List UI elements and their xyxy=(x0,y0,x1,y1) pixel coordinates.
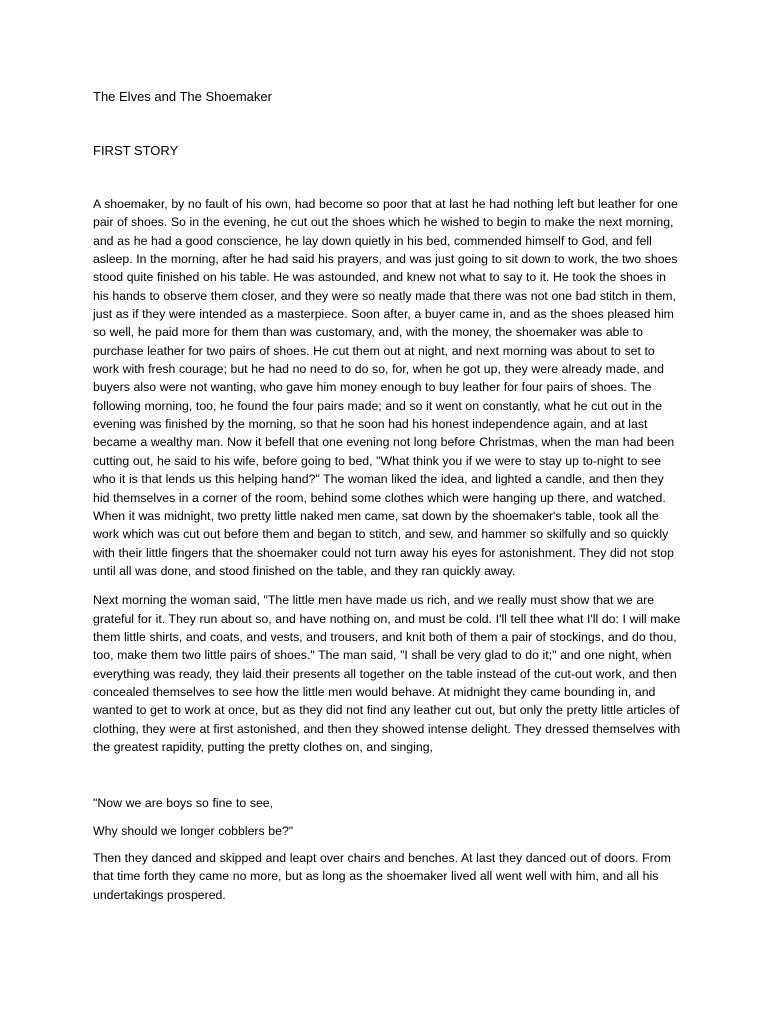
verse-line: "Now we are boys so fine to see, xyxy=(93,796,274,811)
verse-line: Why should we longer cobblers be?" xyxy=(93,823,294,838)
paragraph: Next morning the woman said, "The little men have made us rich, and we really must show that we are grateful for it. They run about so, and have nothing on, and must be cold. I'll tell thee what I'll do: I will make them little shirts, and coats, and vests, and trousers, and knit both of them a pair of stockings, and do thou, too, make them two little pairs of shoes." The man said, "I shall be very glad to do it;" and one night, when everything was ready, they laid their presents all together on the table instead of the cut-out work, and then concealed themselves to see how the little men would behave. At midnight they came bounding in, and wanted to get to work at once, but as they did not find any leather cut out, but only the pretty little articles of clothing, they were at first astonished, and then they showed intense delight. They dressed themselves with the greatest rapidity, putting the pretty clothes on, and singing, xyxy=(93,593,681,754)
closing-paragraph: Then they danced and skipped and leapt over chairs and benches. At last they danced out of doors. From that time forth they came no more, but as long as the shoemaker lived all went well with him, and all his undertakings prospered. xyxy=(93,851,671,902)
document-title: The Elves and The Shoemaker xyxy=(93,89,272,104)
paragraph: A shoemaker, by no fault of his own, had become so poor that at last he had nothing left but leather for one pair of shoes. So in the evening, he cut out the shoes which he wished to begin to make the next morning, and as he had a good conscience, he lay down quietly in his bed, commended himself to God, and fell asleep. In the morning, after he had said his prayers, and was just going to sit down to work, the two shoes stood quite finished on his table. He was astounded, and knew not what to say to it. He took the shoes in his hands to observe them closer, and they were so neatly made that there was not one bad stitch in them, just as if they were intended as a masterpiece. Soon after, a buyer came in, and as the shoes pleased him so well, he paid more for them than was customary, and, with the money, the shoemaker was able to purchase leather for two pairs of shoes. He cut them out at night, and next morning was about to set to work with fresh courage; but he had no need to do so, for, when he got up, they were already made, and buyers also were not wanting, who gave him money enough to buy leather for four pairs of shoes. The following morning, too, he found the four pairs made; and so it went on constantly, what he cut out in the evening was finished by the morning, so that he soon had his honest independence again, and at last became a wealthy man. Now it befell that one evening not long before Christmas, when the man had been cutting out, he said to his wife, before going to bed, "What think you if we were to stay up to-night to see who it is that lends us this helping hand?" The woman liked the idea, and lighted a candle, and then they hid themselves in a corner of the room, behind some clothes which were hanging up there, and watched. When it was midnight, two pretty little naked men came, sat down by the shoemaker's table, took all the work which was cut out before them and began to stitch, and sew, and hammer so skilfully and so quickly with their little fingers that the shoemaker could not turn away his eyes for astonishment. They did not stop until all was done, and stood finished on the table, and they ran quickly away. xyxy=(93,197,678,578)
section-heading: FIRST STORY xyxy=(93,143,179,158)
document-body xyxy=(93,88,681,904)
